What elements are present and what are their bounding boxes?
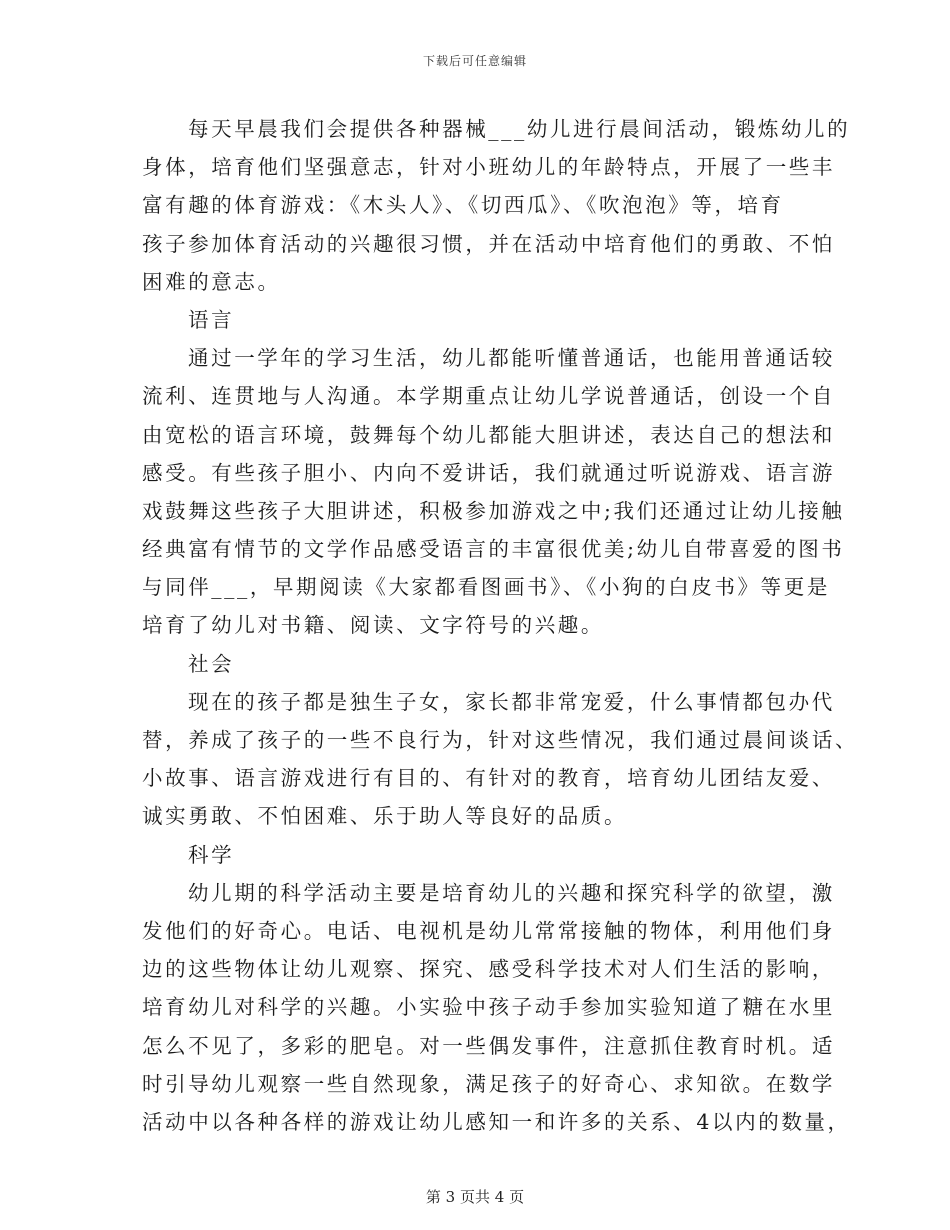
paragraph-line: 孩子参加体育活动的兴趣很习惯，并在活动中培育他们的勇敢、不怕 [142,231,835,256]
paragraph-line: 诚实勇敢、不怕困难、乐于助人等良好的品质。 [142,804,628,829]
paragraph-line: 每天早晨我们会提供各种器械___幼儿进行晨间活动，锻炼幼儿的 [188,117,851,141]
paragraph-line: 现在的孩子都是独生子女，家长都非常宠爱，什么事情都包办代 [188,689,835,714]
paragraph-line: 富有趣的体育游戏：《木头人》、《切西瓜》、《吹泡泡》等，培育 [142,193,784,218]
section-heading: 科学 [188,842,235,867]
paragraph-line: 戏鼓舞这些孩子大胆讲述，积极参加游戏之中;我们还通过让幼儿接触 [142,498,845,523]
section-heading: 语言 [188,307,235,332]
paragraph-line: 时引导幼儿观察一些自然现象，满足孩子的好奇心、求知欲。在数学 [142,1071,835,1096]
paragraph-line: 小故事、语言游戏进行有目的、有针对的教育，培育幼儿团结友爱、 [142,766,835,791]
paragraph-line: 通过一学年的学习生活，幼儿都能听懂普通话，也能用普通话较 [188,346,835,371]
paragraph-line: 经典富有情节的文学作品感受语言的丰富很优美;幼儿自带喜爱的图书 [142,537,845,562]
page-footer: 第 3 页共 4 页 [425,1188,525,1206]
paragraph-line: 培育了幼儿对书籍、阅读、文字符号的兴趣。 [142,613,604,638]
paragraph-line: 替，养成了孩子的一些不良行为，针对这些情况，我们通过晨间谈话、 [142,728,859,752]
paragraph-line: 身体，培育他们坚强意志，针对小班幼儿的年龄特点，开展了一些丰 [142,155,835,180]
paragraph-line: 怎么不见了，多彩的肥皂。对一些偶发事件，注意抓住教育时机。适 [142,1033,835,1058]
paragraph-line: 边的这些物体让幼儿观察、探究、感受科学技术对人们生活的影响， [142,957,835,982]
paragraph-line: 由宽松的语言环境，鼓舞每个幼儿都能大胆讲述，表达自己的想法和 [142,422,835,447]
paragraph-line: 与同伴___，早期阅读《大家都看图画书》、《小狗的白皮书》等更是 [142,575,830,600]
paragraph-line: 幼儿期的科学活动主要是培育幼儿的兴趣和探究科学的欲望，激 [188,880,835,905]
document-body [142,110,859,1141]
paragraph-line: 感受。有些孩子胆小、内向不爱讲话，我们就通过听说游戏、语言游 [142,460,835,485]
paragraph-line: 流利、连贯地与人沟通。本学期重点让幼儿学说普通话，创设一个自 [142,384,835,409]
page-header: 下载后可任意编辑 [422,54,527,68]
paragraph-line: 培育幼儿对科学的兴趣。小实验中孩子动手参加实验知道了糖在水里 [142,995,835,1020]
paragraph-line: 活动中以各种各样的游戏让幼儿感知一和许多的关系、4以内的数量， [142,1109,851,1134]
paragraph-line: 发他们的好奇心。电话、电视机是幼儿常常接触的物体，利用他们身 [142,918,835,943]
paragraph-line: 困难的意志。 [142,269,281,294]
section-heading: 社会 [188,651,235,676]
